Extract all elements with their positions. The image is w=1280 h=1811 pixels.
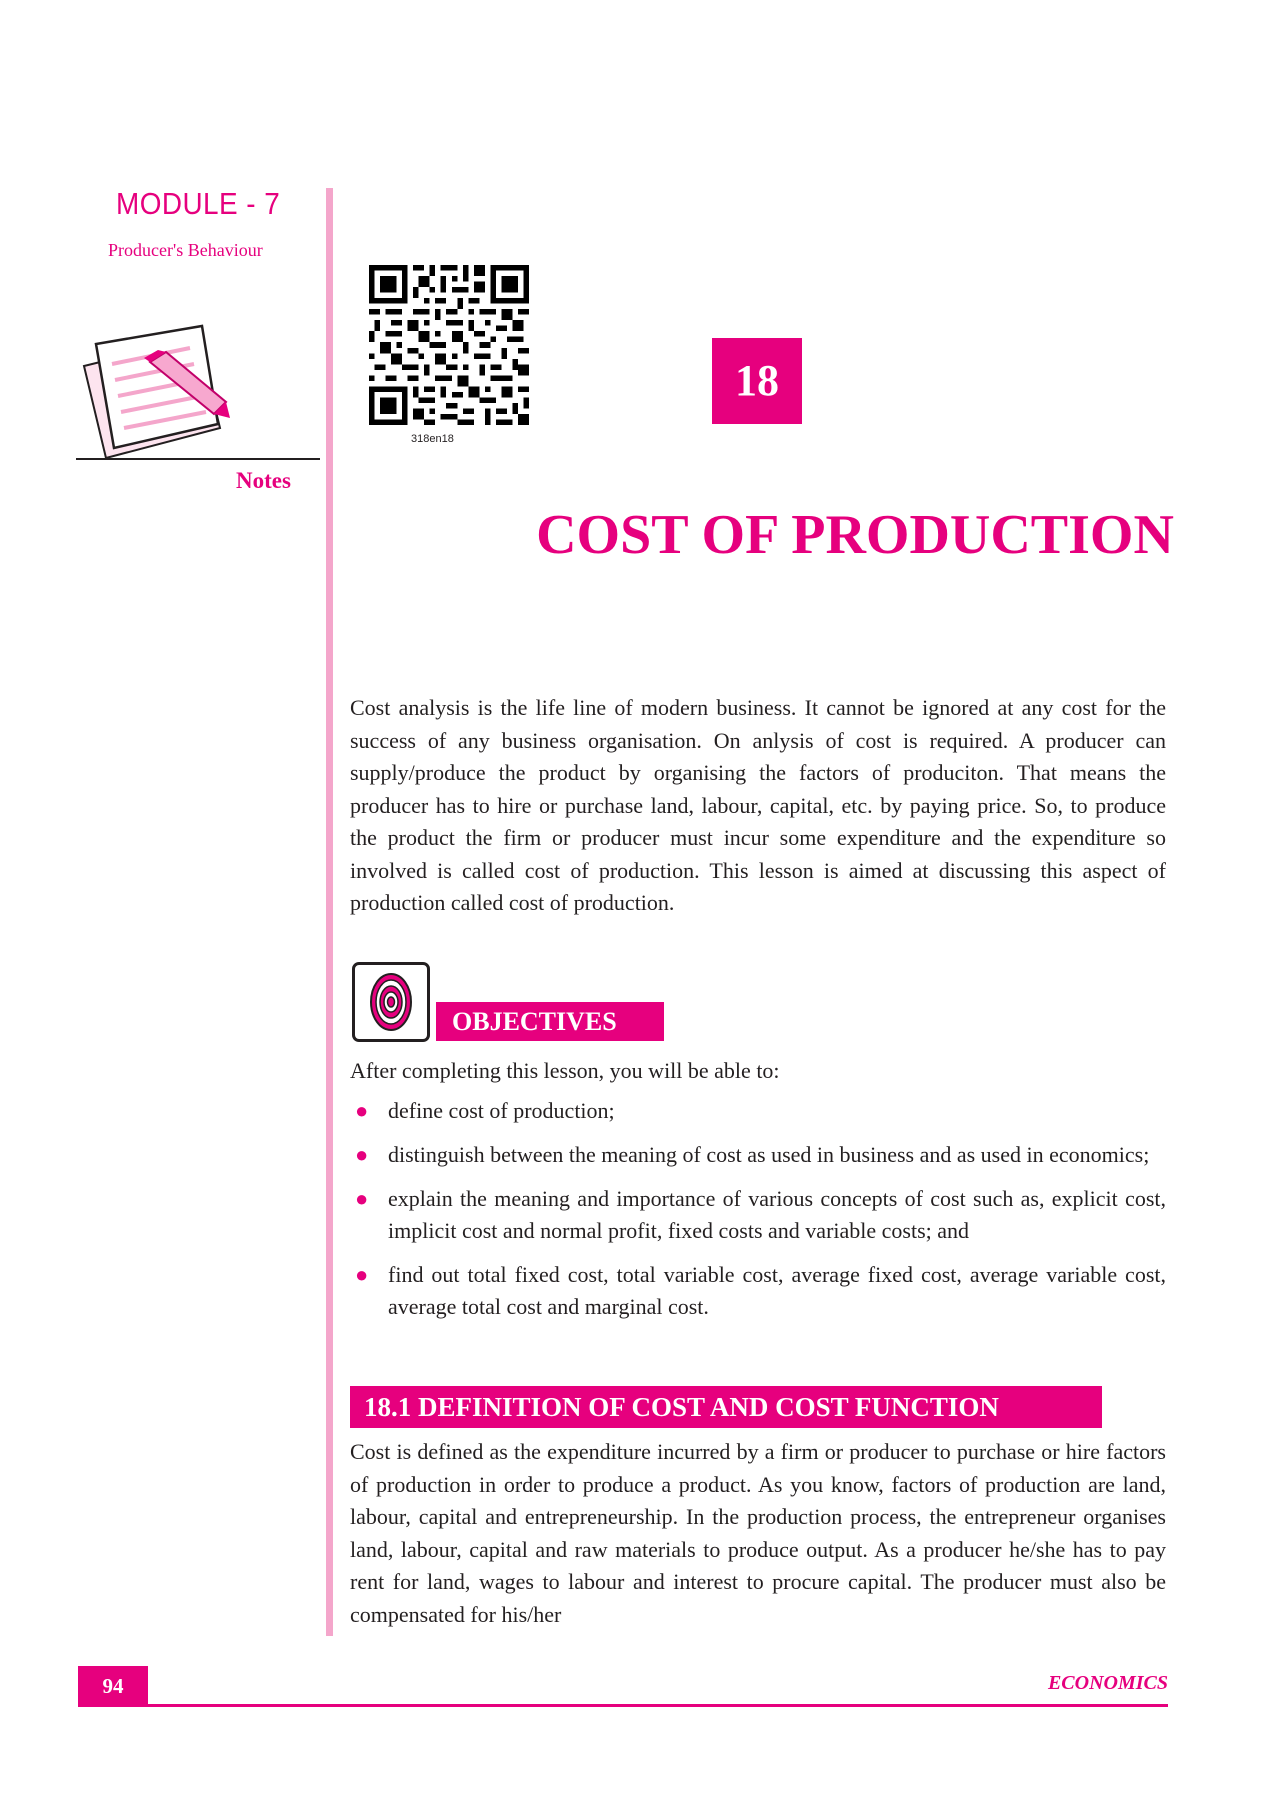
module-subtitle: Producer's Behaviour bbox=[108, 240, 263, 260]
list-item bbox=[350, 1259, 1166, 1323]
bullet-icon: ● bbox=[355, 1262, 369, 1287]
objectives-lead: After completing this lesson, you will be able to: bbox=[350, 1058, 780, 1083]
chapter-title: COST OF PRODUCTION bbox=[536, 504, 1174, 566]
list-item bbox=[350, 1139, 1166, 1171]
objective-text: find out total fixed cost, total variable cost, average fixed cost, average variable cost, average total cost and marginal cost. bbox=[388, 1262, 1166, 1319]
list-item bbox=[350, 1095, 1166, 1127]
objectives-icon-frame bbox=[352, 962, 430, 1042]
list-item bbox=[350, 1183, 1166, 1247]
qr-code bbox=[369, 265, 529, 425]
target-icon bbox=[359, 969, 423, 1035]
objective-text: explain the meaning and importance of various concepts of cost such as, explicit cost, implicit cost and normal profit, fixed costs and variable costs; and bbox=[388, 1186, 1166, 1243]
notes-divider bbox=[76, 458, 320, 460]
footer-rule bbox=[78, 1704, 1168, 1707]
page-number: 94 bbox=[78, 1666, 148, 1706]
module-title: MODULE - 7 bbox=[116, 186, 281, 221]
intro-paragraph: Cost analysis is the life line of modern business. It cannot be ignored at any cost for the success of any business organisation. On anlysis of cost is required. A producer can supply/produce the product by organising the factors of produciton. That means the producer has to hire or purchase land, labour, capital, etc. by paying price. So, to produce the product the firm or producer must incur some expenditure and the expenditure so involved is called cost of production. This lesson is aimed at discussing this aspect of production called cost of production. bbox=[350, 695, 1166, 915]
objectives-heading: OBJECTIVES bbox=[436, 1002, 664, 1041]
chapter-number: 18 bbox=[712, 338, 802, 424]
objectives-list bbox=[350, 1095, 1166, 1335]
notes-pencil-icon bbox=[78, 318, 238, 478]
section-paragraph: Cost is defined as the expenditure incurred by a firm or producer to purchase or hire factors of production in order to produce a product. As you know, factors of production are land, labour, capital and entrepreneurship. In the production process, the entrepreneur organises land, labour, capital and raw materials to produce output. As a producer he/she has to pay rent for land, wages to labour and interest to procure capital. The producer must also be compensated for his/her bbox=[350, 1439, 1166, 1627]
objective-text: define cost of production; bbox=[388, 1098, 615, 1123]
notes-label: Notes bbox=[236, 468, 291, 493]
footer-title: ECONOMICS bbox=[1047, 1672, 1168, 1694]
section-heading: 18.1 DEFINITION OF COST AND COST FUNCTION bbox=[350, 1386, 1102, 1428]
bullet-icon: ● bbox=[355, 1186, 369, 1211]
bullet-icon: ● bbox=[355, 1098, 369, 1123]
margin-rule bbox=[326, 188, 333, 1636]
qr-caption: 318en18 bbox=[411, 433, 454, 445]
bullet-icon: ● bbox=[355, 1142, 369, 1167]
objective-text: distinguish between the meaning of cost as used in business and as used in economics; bbox=[388, 1142, 1150, 1167]
